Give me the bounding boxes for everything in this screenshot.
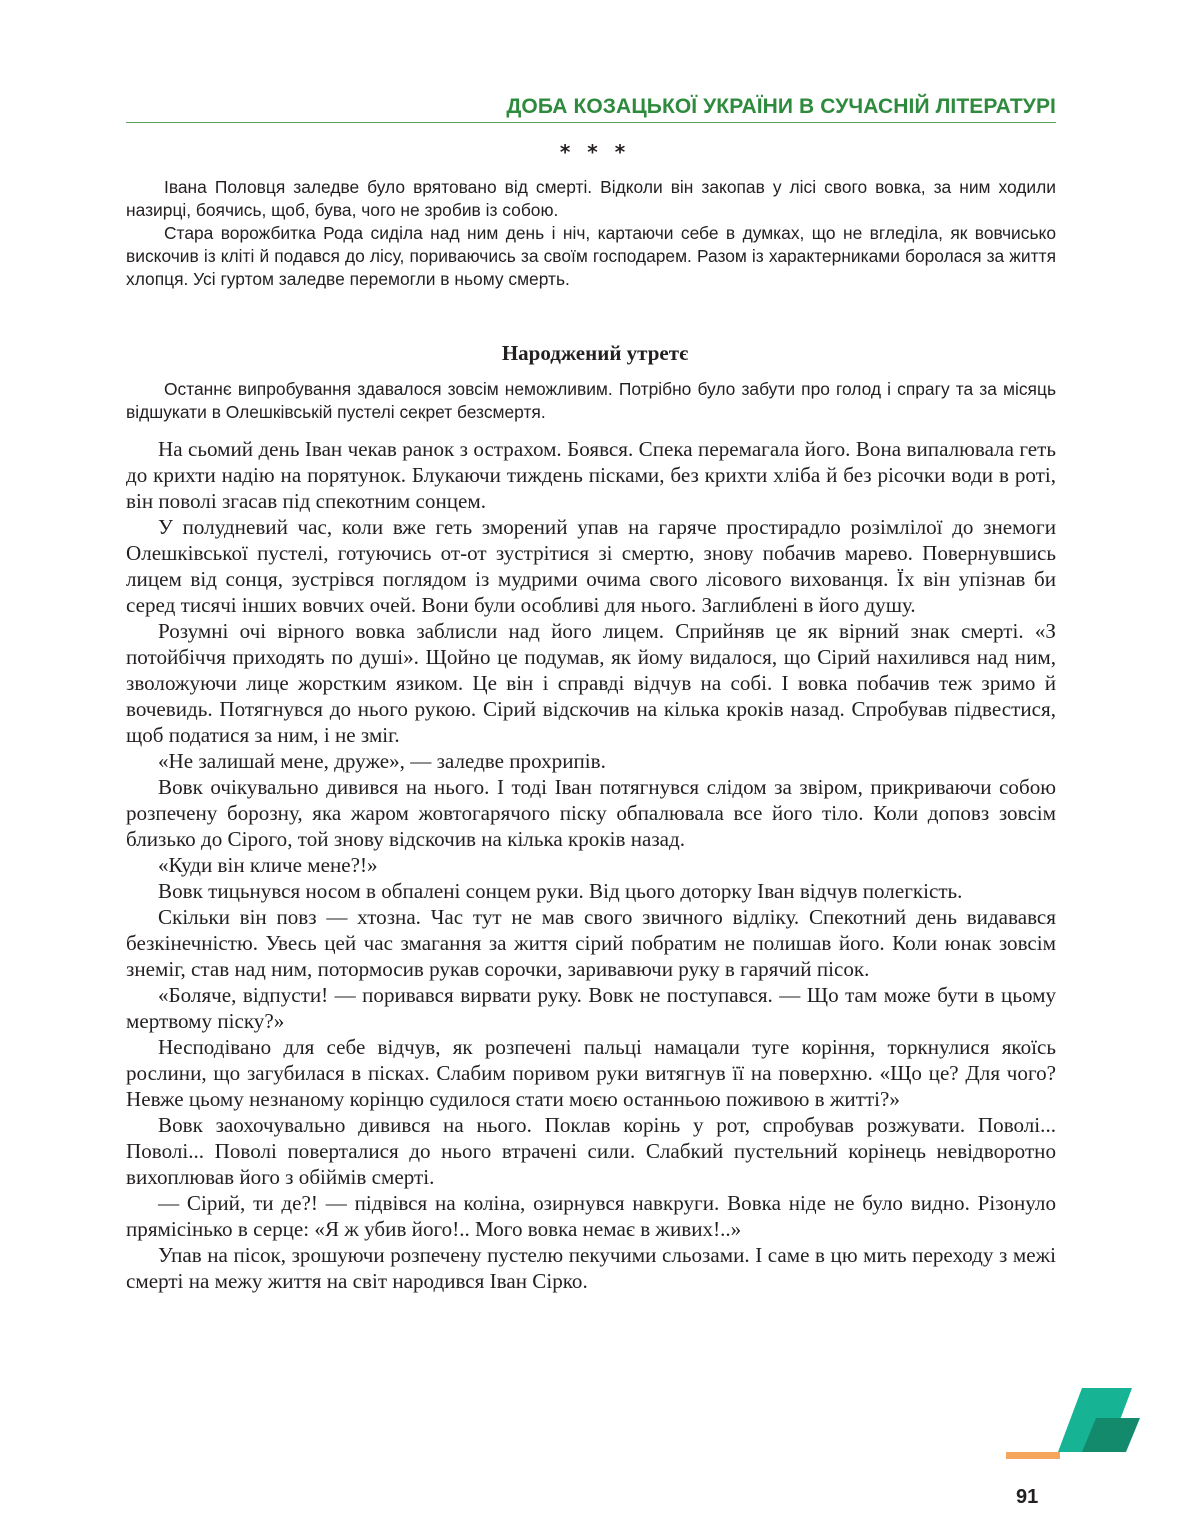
story-paragraph: Вовк заохочувально дивився на нього. Поклав корінь у рот, спробував розжувати. Поволі... Поволі... Поволі поверталися до нього втрачені сили. Слабкий пустельний корінець невідворотно вихоплював його з обіймів смерті. <box>126 1113 1056 1189</box>
story-paragraph: Розумні очі вірного вовка заблисли над його лицем. Сприйняв це як вірний знак смерті. «З потойбіччя приходять по душі». Щойно це подумав, як йому видалося, що Сірий нахилився над ним, зволожуючи лице жорстким язиком. Це він і справді відчув на собі. І вовка побачив теж зримо й вочевидь. Потягнувся до нього рукою. Сірий відскочив на кілька кроків назад. Спробував підвестися, щоб податися за ним, і не зміг. <box>126 619 1056 747</box>
story-paragraph: «Куди він кличе мене?!» <box>158 853 378 877</box>
section-lead <box>126 378 1056 424</box>
story-paragraph: Вовк очікувально дивився на нього. І тоді Іван потягнувся слідом за звіром, прикриваючи собою розпечену борозну, яка жаром жовтогарячого піску обпалювала все його тіло. Коли доповз зовсім близько до Сірого, той знову відскочив на кілька кроків назад. <box>126 775 1056 851</box>
story-paragraph: Упав на пісок, зрошуючи розпечену пустелю пекучими сльозами. І саме в цю мить переходу з межі смерті на межу життя на світ народився Іван Сірко. <box>126 1243 1056 1293</box>
page-corner-decoration <box>1000 1380 1150 1470</box>
story-paragraph: «Не залишай мене, друже», — заледве прохрипів. <box>158 749 606 773</box>
story-paragraph: Несподівано для себе відчув, як розпечені пальці намацали туге коріння, торкнулися якоїсь рослини, що загубилася в пісках. Слабим поривом руки витягнув її на поверхню. «Що це? Для чого? Невже цьому незнаному корінцю судилося стати моєю останньою поживою в житті?» <box>126 1035 1056 1111</box>
story-paragraph: Скільки він повз — хтозна. Час тут не мав свого звичного відліку. Спекотний день видавався безкінечністю. Увесь цей час змагання за життя сірий побратим не полишав його. Коли юнак зовсім знеміг, став над ним, потормосив рукав сорочки, заривавючи руку в гарячий пісок. <box>126 905 1056 981</box>
section-title: Народжений утретє <box>501 341 689 365</box>
section-separator: * * * <box>559 140 631 164</box>
chapter-title: ДОБА КОЗАЦЬКОЇ УКРАЇНИ В СУЧАСНІЙ ЛІТЕРАТУРІ <box>506 95 1056 118</box>
intro-paragraph: Івана Половця заледве було врятовано від смерті. Відколи він закопав у лісі свого вовка, за ним ходили назирці, боячись, щоб, бува, чого не зробив із собою. <box>126 177 1056 220</box>
header-divider <box>126 122 1056 123</box>
intro-paragraph: Стара ворожбитка Рода сиділа над ним день і ніч, картаючи себе в думках, що не вгледіла, як вовчисько вискочив із кліті й подався до лісу, пориваючись за своїм господарем. Разом із характерниками боролася за життя хлопця. Усі гуртом заледве перемогли в ньому смерть. <box>126 223 1056 289</box>
story-text <box>126 436 1056 1294</box>
lead-paragraph: Останнє випробування здавалося зовсім неможливим. Потрібно було забути про голод і спрагу та за місяць відшукати в Олешківській пустелі секрет безсмертя. <box>126 379 1056 422</box>
story-paragraph: Вовк тицьнувся носом в обпалені сонцем руки. Від цього доторку Іван відчув полегкість. <box>158 879 963 903</box>
orange-underline <box>1006 1452 1060 1459</box>
story-paragraph: — Сірий, ти де?! — підвівся на коліна, озирнувся навкруги. Вовка ніде не було видно. Різонуло прямісінько в серце: «Я ж убив його!.. Мого вовка немає в живих!..» <box>126 1191 1056 1241</box>
story-paragraph: У полудневий час, коли вже геть зморений упав на гаряче простирадло розімлілої до знемоги Олешківської пустелі, готуючись от-от зустрітися зі смертю, знову побачив марево. Повернувшись лицем від сонця, зустрівся поглядом із мудрими очима свого лісового вихованця. Їх він упізнав би серед тисячі інших вовчих очей. Вони були особливі для нього. Заглиблені в його душу. <box>126 515 1056 617</box>
page-number: 91 <box>1016 1486 1039 1508</box>
story-paragraph: «Боляче, відпусти! — поривався вирвати руку. Вовк не поступався. — Що там може бути в цьому мертвому піску?» <box>126 983 1056 1033</box>
story-paragraph: На сьомий день Іван чекав ранок з острахом. Боявся. Спека перемагала його. Вона випалювала геть до крихти надію на порятунок. Блукаючи тиждень пісками, без крихти хліба й без рісочки води в роті, він поволі згасав під спекотним сонцем. <box>126 437 1056 513</box>
intro-block <box>126 176 1056 291</box>
